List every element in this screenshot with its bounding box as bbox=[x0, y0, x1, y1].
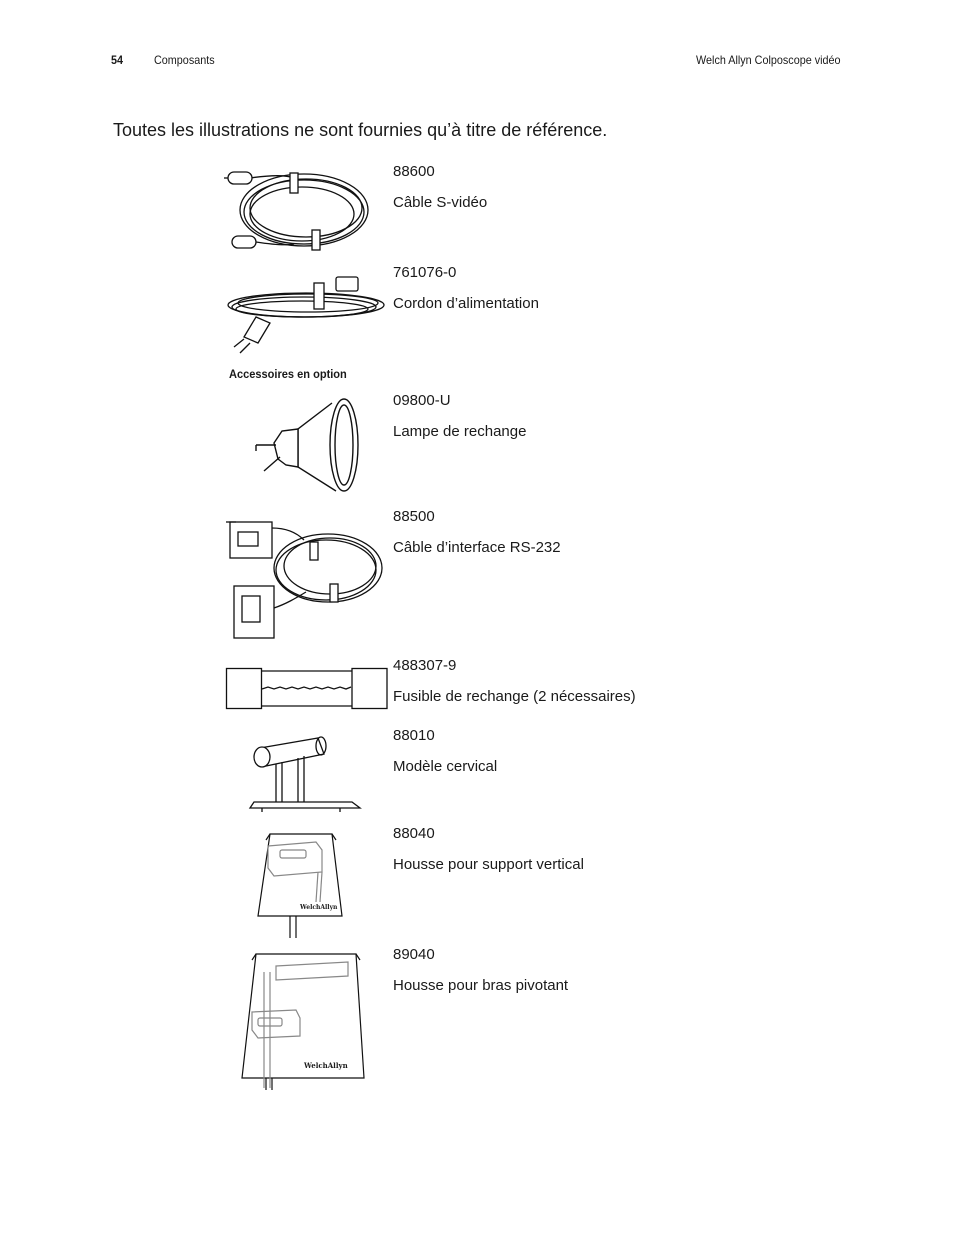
part-description: Lampe de rechange bbox=[393, 423, 527, 440]
fuse-illustration bbox=[226, 668, 388, 710]
item-09800-U bbox=[393, 391, 526, 442]
section-title: Composants bbox=[154, 53, 215, 67]
part-number: 761076-0 bbox=[393, 264, 457, 281]
item-761076-0 bbox=[393, 263, 539, 314]
page-number: 54 bbox=[111, 53, 124, 67]
item-88040 bbox=[393, 824, 584, 875]
item-88500 bbox=[393, 507, 561, 558]
part-number: 488307-9 bbox=[393, 657, 457, 674]
part-number: 88500 bbox=[393, 508, 435, 525]
part-description: Câble d’interface RS-232 bbox=[393, 539, 561, 556]
item-89040 bbox=[393, 945, 568, 996]
optional-accessories-heading: Accessoires en option bbox=[229, 367, 347, 381]
part-number: 89040 bbox=[393, 946, 435, 963]
part-number: 09800-U bbox=[393, 392, 451, 409]
vertical-stand-cover-illustration bbox=[256, 832, 346, 940]
part-description: Housse pour support vertical bbox=[393, 856, 584, 873]
brand-logo: WelchAllyn bbox=[304, 1061, 348, 1070]
part-description: Câble S-vidéo bbox=[393, 194, 488, 211]
item-88600 bbox=[393, 162, 487, 213]
part-description: Fusible de rechange (2 nécessaires) bbox=[393, 688, 636, 705]
item-88010 bbox=[393, 726, 497, 777]
cervical-model-illustration bbox=[240, 734, 360, 814]
part-number: 88040 bbox=[393, 825, 435, 842]
part-description: Modèle cervical bbox=[393, 758, 498, 775]
item-488307-9 bbox=[393, 656, 636, 707]
rs232-cable-illustration bbox=[226, 518, 386, 646]
part-description: Cordon d’alimentation bbox=[393, 295, 539, 312]
brand-logo: WelchAllyn bbox=[300, 904, 338, 911]
part-description: Housse pour bras pivotant bbox=[393, 977, 569, 994]
intro-text: Toutes les illustrations ne sont fournies qu’à titre de référence. bbox=[113, 120, 608, 140]
swing-arm-cover-illustration bbox=[240, 952, 366, 1092]
part-number: 88010 bbox=[393, 727, 435, 744]
power-cord-illustration bbox=[226, 277, 386, 357]
document-title: Welch Allyn Colposcope vidéo bbox=[696, 53, 841, 67]
svideo-cable-illustration bbox=[224, 164, 374, 256]
part-number: 88600 bbox=[393, 163, 435, 180]
lamp-illustration bbox=[252, 397, 362, 497]
